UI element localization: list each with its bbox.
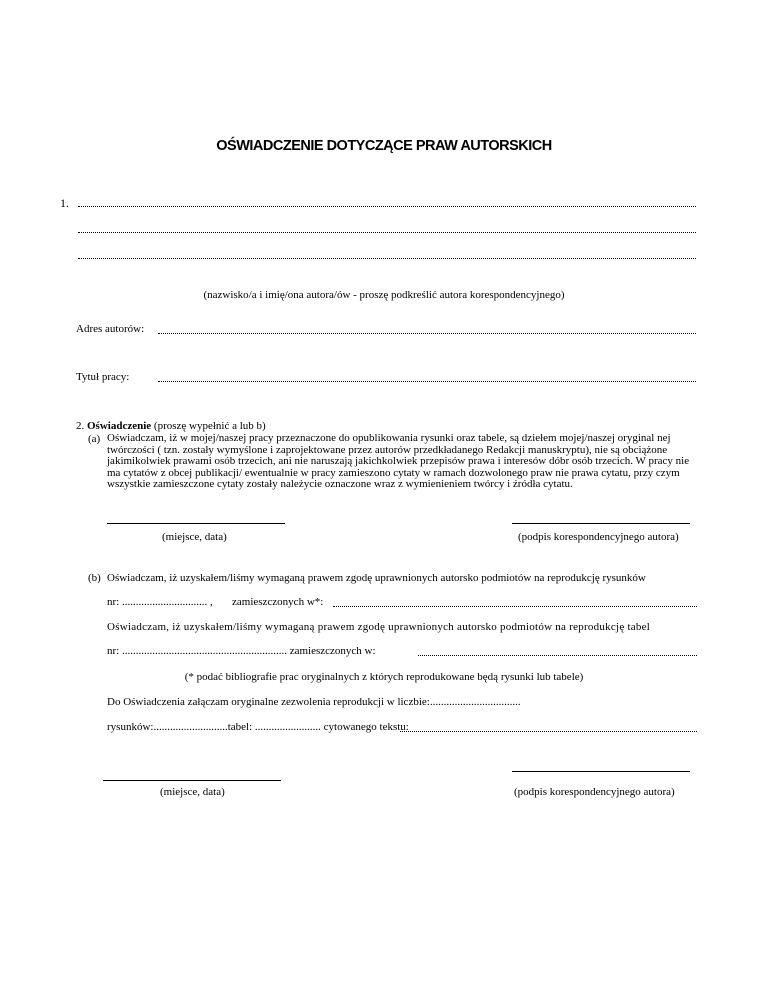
section-2-heading-bold: Oświadczenie: [87, 420, 152, 432]
place-date-signature-line[interactable]: [107, 523, 285, 524]
work-title-field[interactable]: [158, 381, 696, 382]
cited-text-field[interactable]: [400, 731, 697, 732]
tables-placed-field[interactable]: [418, 655, 697, 656]
authors-line-1[interactable]: [78, 206, 696, 207]
figures-placed-field[interactable]: [333, 606, 697, 607]
section-2-heading: [76, 420, 266, 432]
option-b-marker: (b): [88, 572, 101, 584]
authors-line-3[interactable]: [78, 258, 696, 259]
figures-number-field[interactable]: nr: ............................... ,: [107, 596, 213, 608]
work-title-label: Tytuł pracy:: [76, 371, 130, 383]
option-a-statement: Oświadczam, iż w mojej/naszej pracy przeznaczone do opublikowania rysunki oraz tabele, są dziełem mojej/naszej oryginal nej twórczości ( tzn. zostały wymyślone i zaprojektowane przez autorów przedkładanego Redakcji manuskryptu), nie są obciążone jakimikolwiek prawami osób trzecich, ani nie naruszają jakichkolwiek przepisów prawa i interesów dóbr osób trzecich. W pracy nie ma cytatów z obcej publikacji/ ewentualnie w pracy zamieszono cytaty w ramach dozwolonego praw nie prawa cytatu, przy czym wszystkie zamieszczone cytaty zostały należycie oznaczone wraz z wymienieniem twórcy i źródła cytatu.: [107, 432, 690, 491]
authors-line-2[interactable]: [78, 232, 696, 233]
section-2-heading-rest: (proszę wypełnić a lub b): [151, 420, 266, 432]
attachments-count[interactable]: Do Oświadczenia załączam oryginalne zezwolenia reprodukcji w liczbie:.................................: [107, 696, 521, 708]
section-1-number: 1.: [60, 196, 69, 210]
page-title: OŚWIADCZENIE DOTYCZĄCE PRAW AUTORSKICH: [216, 138, 552, 154]
place-date-signature-line-2[interactable]: [103, 780, 281, 781]
figures-placed-label: zamieszczonych w*:: [232, 596, 324, 608]
counts-line: rysunków:...........................tabel: ........................ cytowanego tekstu:: [107, 721, 409, 733]
authors-caption: (nazwisko/a i imię/ona autora/ów - proszę podkreślić autora korespondencyjnego): [203, 289, 565, 301]
address-label: Adres autorów:: [76, 323, 145, 335]
author-signature-label: (podpis korespondencyjnego autora): [518, 531, 679, 543]
author-signature-label-2: (podpis korespondencyjnego autora): [514, 786, 675, 798]
author-signature-line[interactable]: [512, 523, 690, 524]
place-date-label-2: (miejsce, data): [160, 786, 225, 798]
footnote: (* podać bibliografie prac oryginalnych z których reprodukowane będą rysunki lub tabele): [184, 671, 584, 683]
section-2-number: 2.: [76, 420, 85, 432]
tables-number-label: nr: ............................................................ zamieszczonych w:: [107, 645, 376, 657]
address-field[interactable]: [158, 333, 696, 334]
option-a-marker: (a): [88, 433, 101, 445]
author-signature-line-2[interactable]: [512, 771, 690, 772]
option-b-tables-statement: Oświadczam, iż uzyskałem/liśmy wymaganą prawem zgodę uprawnionych autorsko podmiotów na reprodukcję tabel: [107, 621, 651, 633]
place-date-label: (miejsce, data): [162, 531, 227, 543]
option-b-figures-statement: Oświadczam, iż uzyskałem/liśmy wymaganą prawem zgodę uprawnionych autorsko podmiotów na reprodukcję rysunków: [107, 572, 646, 584]
